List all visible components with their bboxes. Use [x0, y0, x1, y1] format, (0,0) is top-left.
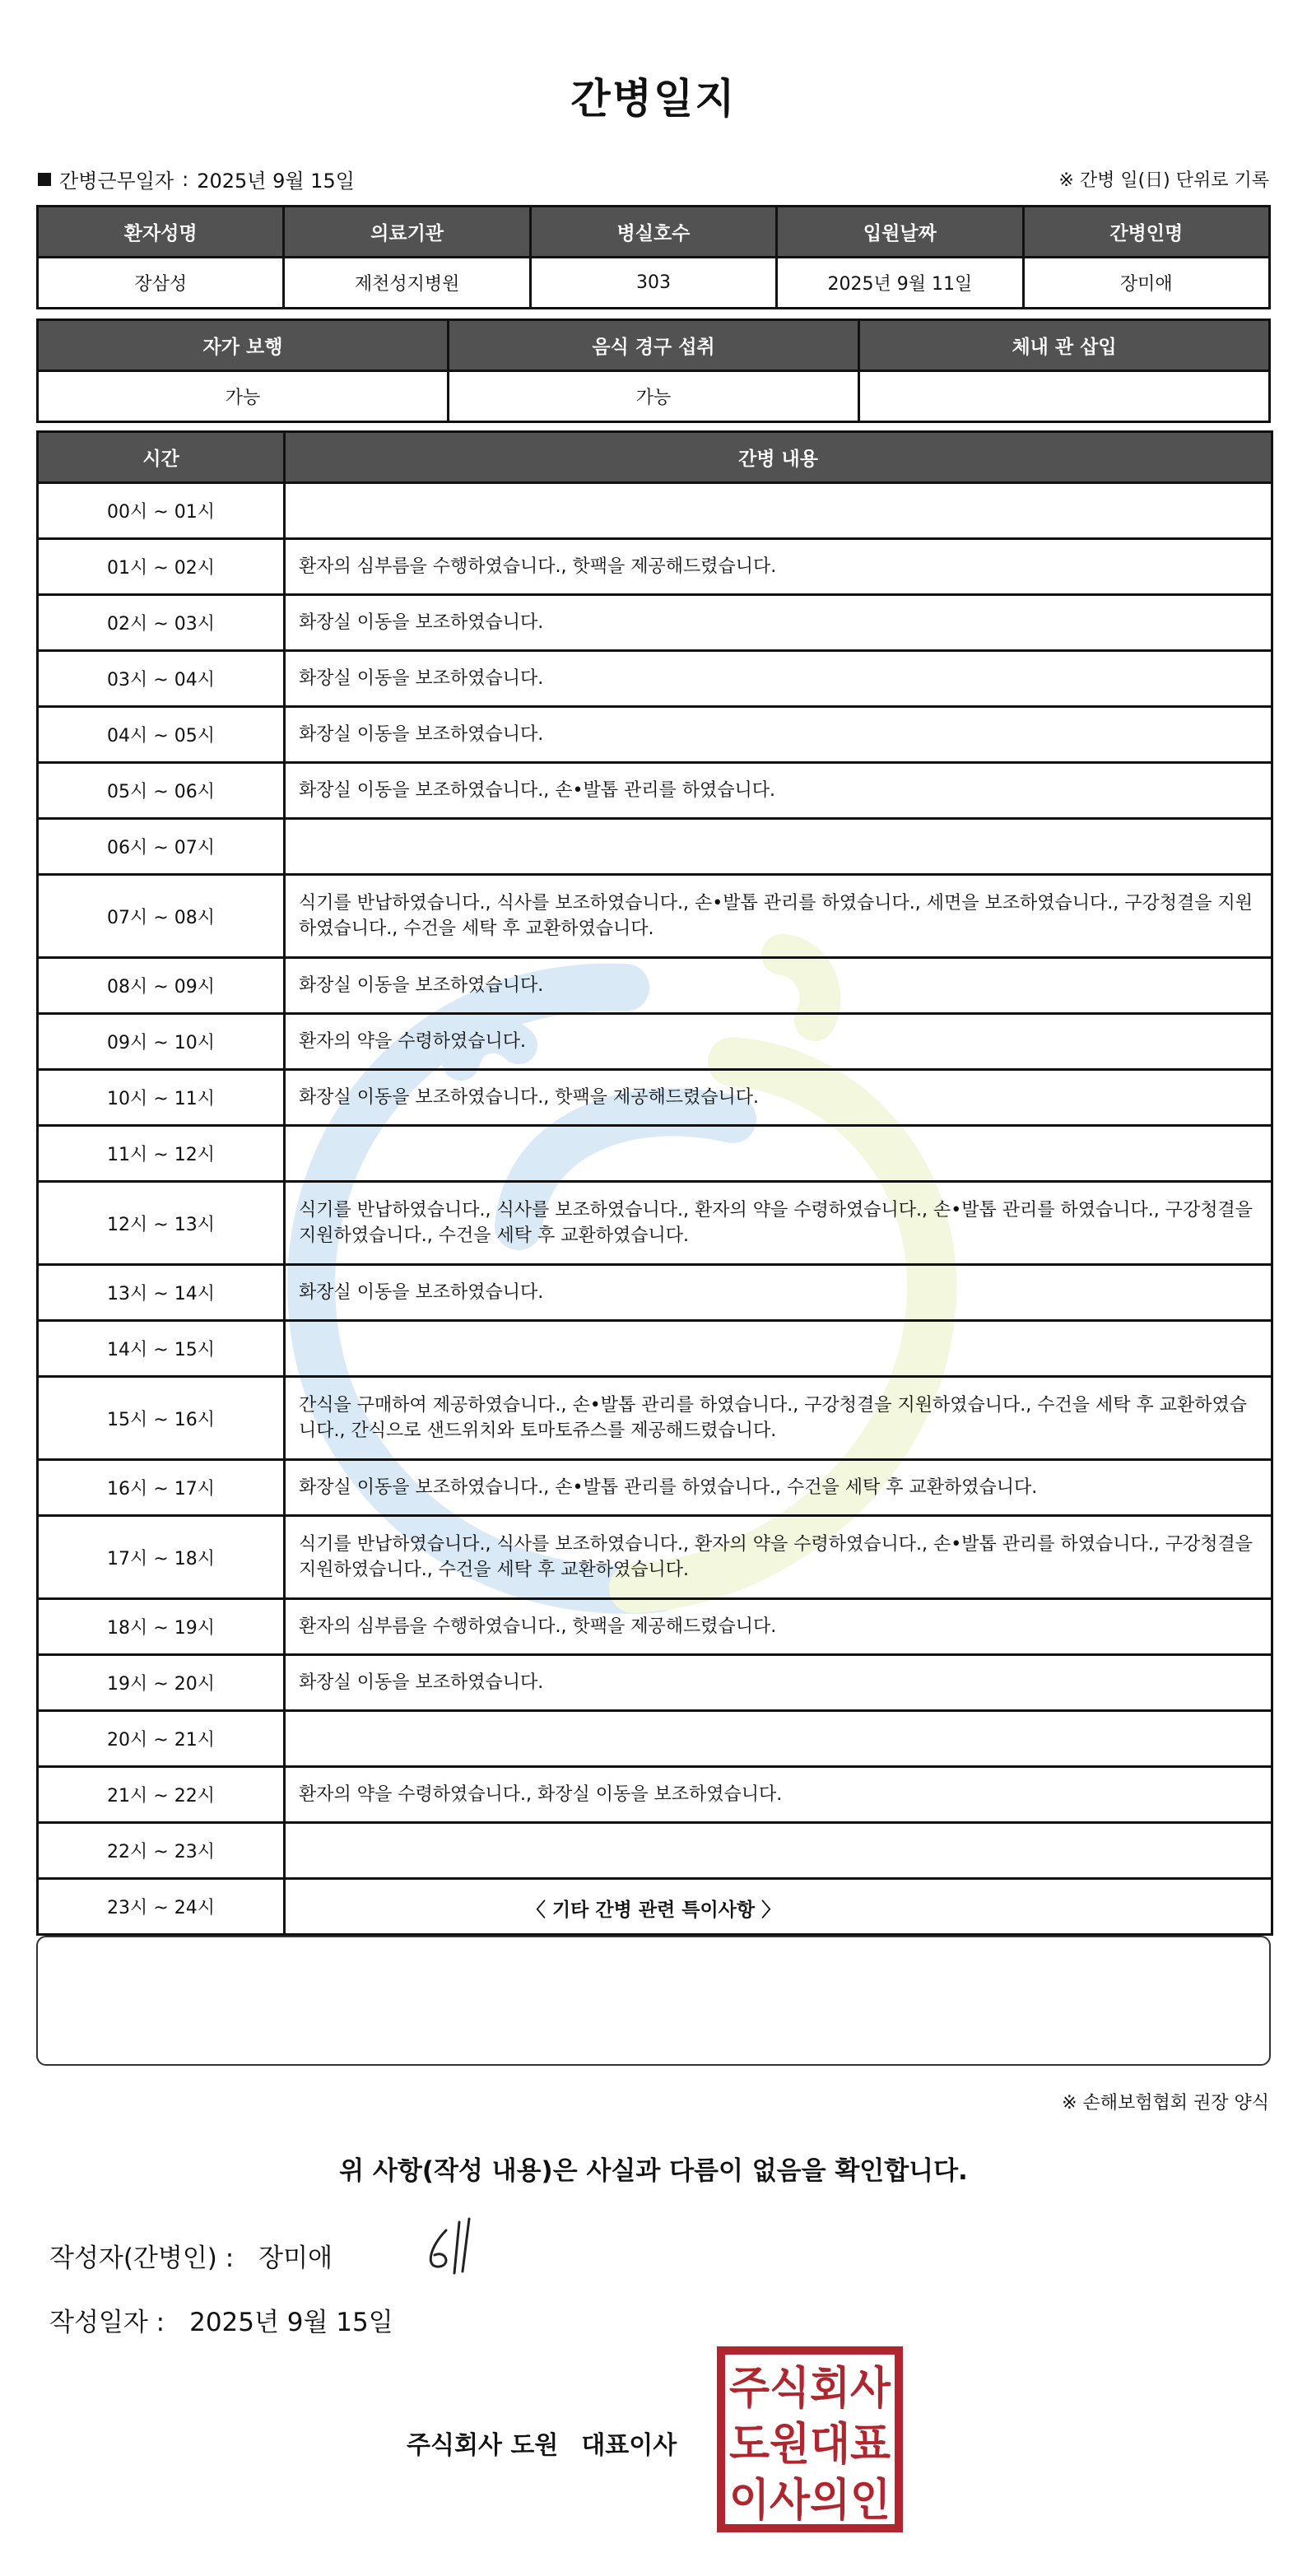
care-log-time: 23시 ~ 24시 [38, 1879, 285, 1935]
care-log-time: 13시 ~ 14시 [38, 1265, 285, 1321]
patient-info-table [36, 205, 1271, 309]
care-log-row [38, 1321, 1272, 1377]
writer-name: 장미애 [258, 2244, 333, 2273]
care-log-time: 06시 ~ 07시 [38, 819, 285, 875]
oral-intake-value: 가능 [449, 371, 859, 422]
caregiver-name: 장미애 [1023, 258, 1269, 309]
special-notes-box [36, 1936, 1271, 2066]
care-log-content: 환자의 심부름을 수행하였습니다., 핫팩을 제공해드렸습니다. [285, 539, 1272, 595]
care-log-content [285, 819, 1272, 875]
company-title: 대표이사 [581, 2431, 677, 2460]
work-date-label: 간병근무일자 [59, 170, 174, 193]
square-bullet-icon [38, 173, 51, 186]
care-log-row [38, 1599, 1272, 1655]
care-log-content: 식기를 반납하였습니다., 식사를 보조하였습니다., 손•발톱 관리를 하였습니다., 세면을 보조하였습니다., 구강청결을 지원하였습니다., 수건을 세탁 후 교환하였습니다. [285, 875, 1272, 958]
patient-name: 장삼성 [38, 258, 284, 309]
svg-text:도원대표: 도원대표 [729, 2417, 891, 2470]
form-note: ※ 손해보험협회 권장 양식 [1062, 2093, 1269, 2113]
header-hospital: 의료기관 [284, 207, 530, 258]
care-log-content: 화장실 이동을 보조하였습니다. [285, 958, 1272, 1014]
tube-value [859, 371, 1270, 422]
care-log-time: 18시 ~ 19시 [38, 1599, 285, 1655]
room-number: 303 [530, 258, 776, 309]
care-log-content [285, 1711, 1272, 1767]
care-log-time: 01시 ~ 02시 [38, 539, 285, 595]
care-log-row [38, 763, 1272, 819]
care-log-content: 화장실 이동을 보조하였습니다. [285, 707, 1272, 763]
signature-mark [421, 2214, 487, 2280]
header-room: 병실호수 [530, 207, 776, 258]
care-log-content: 식기를 반납하였습니다., 식사를 보조하였습니다., 환자의 약을 수령하였습니다., 손•발톱 관리를 하였습니다., 구강청결을 지원하였습니다., 수건을 세탁 후 교환하였습니다. [285, 1182, 1272, 1265]
page-title: 간병일지 [570, 75, 737, 123]
care-log-row [38, 1767, 1272, 1823]
care-log-time: 04시 ~ 05시 [38, 707, 285, 763]
work-date-sep: : [182, 167, 189, 191]
care-log-header [38, 432, 1272, 483]
hospital-name: 제천성지병원 [284, 258, 530, 309]
care-log-row [38, 483, 1272, 539]
company-name: 주식회사 도원 [407, 2431, 559, 2460]
care-log-time: 09시 ~ 10시 [38, 1014, 285, 1070]
care-log-time: 14시 ~ 15시 [38, 1321, 285, 1377]
care-log-content: 화장실 이동을 보조하였습니다., 손•발톱 관리를 하였습니다. [285, 763, 1272, 819]
care-log-time: 07시 ~ 08시 [38, 875, 285, 958]
confirm-statement: 위 사항(작성 내용)은 사실과 다름이 없음을 확인합니다. [339, 2156, 968, 2186]
care-log-time: 10시 ~ 11시 [38, 1070, 285, 1126]
header-content: 간병 내용 [285, 432, 1272, 483]
care-log-row [38, 958, 1272, 1014]
written-date-label: 작성일자 : [49, 2308, 165, 2337]
care-log-content: 환자의 약을 수령하였습니다., 화장실 이동을 보조하였습니다. [285, 1767, 1272, 1823]
care-log-row [38, 1182, 1272, 1265]
patient-status-table [36, 319, 1271, 423]
care-log-time: 17시 ~ 18시 [38, 1516, 285, 1599]
care-log-content: 식기를 반납하였습니다., 식사를 보조하였습니다., 환자의 약을 수령하였습니다., 손•발톱 관리를 하였습니다., 구강청결을 지원하였습니다., 수건을 세탁 후 교환하였습니다. [285, 1516, 1272, 1599]
unit-note: ※ 간병 일(日) 단위로 기록 [1058, 170, 1269, 191]
company-line [407, 2425, 677, 2461]
care-log-content: 화장실 이동을 보조하였습니다. [285, 1655, 1272, 1711]
svg-text:주식회사: 주식회사 [729, 2361, 891, 2414]
svg-text:이사의인: 이사의인 [729, 2473, 891, 2526]
care-log-content: 화장실 이동을 보조하였습니다. [285, 1265, 1272, 1321]
care-log-content: 화장실 이동을 보조하였습니다., 손•발톱 관리를 하였습니다., 수건을 세탁 후 교환하였습니다. [285, 1460, 1272, 1516]
care-log-content: 화장실 이동을 보조하였습니다. [285, 595, 1272, 651]
care-log-row [38, 707, 1272, 763]
written-date-line [49, 2301, 393, 2338]
special-notes-title: 〈 기타 간병 관련 특이사항 〉 [526, 1899, 781, 1921]
care-log-row [38, 1823, 1272, 1879]
care-log-row [38, 1377, 1272, 1460]
company-seal [716, 2346, 904, 2533]
care-log-content: 환자의 심부름을 수행하였습니다., 핫팩을 제공해드렸습니다. [285, 1599, 1272, 1655]
header-tube: 체내 관 삽입 [859, 320, 1270, 371]
care-log-content [285, 1126, 1272, 1182]
care-log-time: 00시 ~ 01시 [38, 483, 285, 539]
care-log-time: 15시 ~ 16시 [38, 1377, 285, 1460]
header-patient-name: 환자성명 [38, 207, 284, 258]
care-log-row [38, 1014, 1272, 1070]
care-log-row [38, 595, 1272, 651]
care-log-time: 16시 ~ 17시 [38, 1460, 285, 1516]
care-log-row [38, 1655, 1272, 1711]
header-admission-date: 입원날짜 [777, 207, 1023, 258]
care-log-time: 22시 ~ 23시 [38, 1823, 285, 1879]
care-log-row [38, 539, 1272, 595]
care-log-time: 05시 ~ 06시 [38, 763, 285, 819]
care-log-content: 화장실 이동을 보조하였습니다., 핫팩을 제공해드렸습니다. [285, 1070, 1272, 1126]
care-log-time: 03시 ~ 04시 [38, 651, 285, 707]
writer-label: 작성자(간병인) : [49, 2244, 235, 2273]
header-time: 시간 [38, 432, 285, 483]
care-log-row [38, 651, 1272, 707]
care-log-body [38, 483, 1272, 1935]
care-log-row [38, 1126, 1272, 1182]
patient-status-values [38, 371, 1270, 422]
care-log-table [36, 430, 1273, 1936]
care-log-content: 환자의 약을 수령하였습니다. [285, 1014, 1272, 1070]
patient-info-values [38, 258, 1270, 309]
care-log-row [38, 819, 1272, 875]
care-log-row [38, 1516, 1272, 1599]
care-log-content [285, 1321, 1272, 1377]
care-log-time: 19시 ~ 20시 [38, 1655, 285, 1711]
care-log-row [38, 1460, 1272, 1516]
care-log-content: 화장실 이동을 보조하였습니다. [285, 651, 1272, 707]
header-oral-intake: 음식 경구 섭취 [449, 320, 859, 371]
care-log-time: 08시 ~ 09시 [38, 958, 285, 1014]
care-log-time: 02시 ~ 03시 [38, 595, 285, 651]
care-log-row [38, 1265, 1272, 1321]
care-log-content: 간식을 구매하여 제공하였습니다., 손•발톱 관리를 하였습니다., 구강청결을 지원하였습니다., 수건을 세탁 후 교환하였습니다., 간식으로 샌드위치와 토마토쥬스를 제공해드렸습니다. [285, 1377, 1272, 1460]
patient-status-header [38, 320, 1270, 371]
care-log-content [285, 1823, 1272, 1879]
care-log-row [38, 1711, 1272, 1767]
work-date [38, 165, 355, 193]
patient-info-header [38, 207, 1270, 258]
header-walking: 자가 보행 [38, 320, 449, 371]
care-log-content [285, 483, 1272, 539]
written-date-value: 2025년 9월 15일 [189, 2308, 393, 2337]
header-caregiver: 간병인명 [1023, 207, 1269, 258]
work-date-value: 2025년 9월 15일 [197, 170, 355, 193]
walking-value: 가능 [38, 371, 449, 422]
care-log-time: 20시 ~ 21시 [38, 1711, 285, 1767]
care-log-time: 12시 ~ 13시 [38, 1182, 285, 1265]
care-log-time: 21시 ~ 22시 [38, 1767, 285, 1823]
care-log-row [38, 875, 1272, 958]
writer-line [49, 2237, 333, 2274]
care-log-row [38, 1070, 1272, 1126]
admission-date: 2025년 9월 11일 [777, 258, 1023, 309]
care-log-time: 11시 ~ 12시 [38, 1126, 285, 1182]
